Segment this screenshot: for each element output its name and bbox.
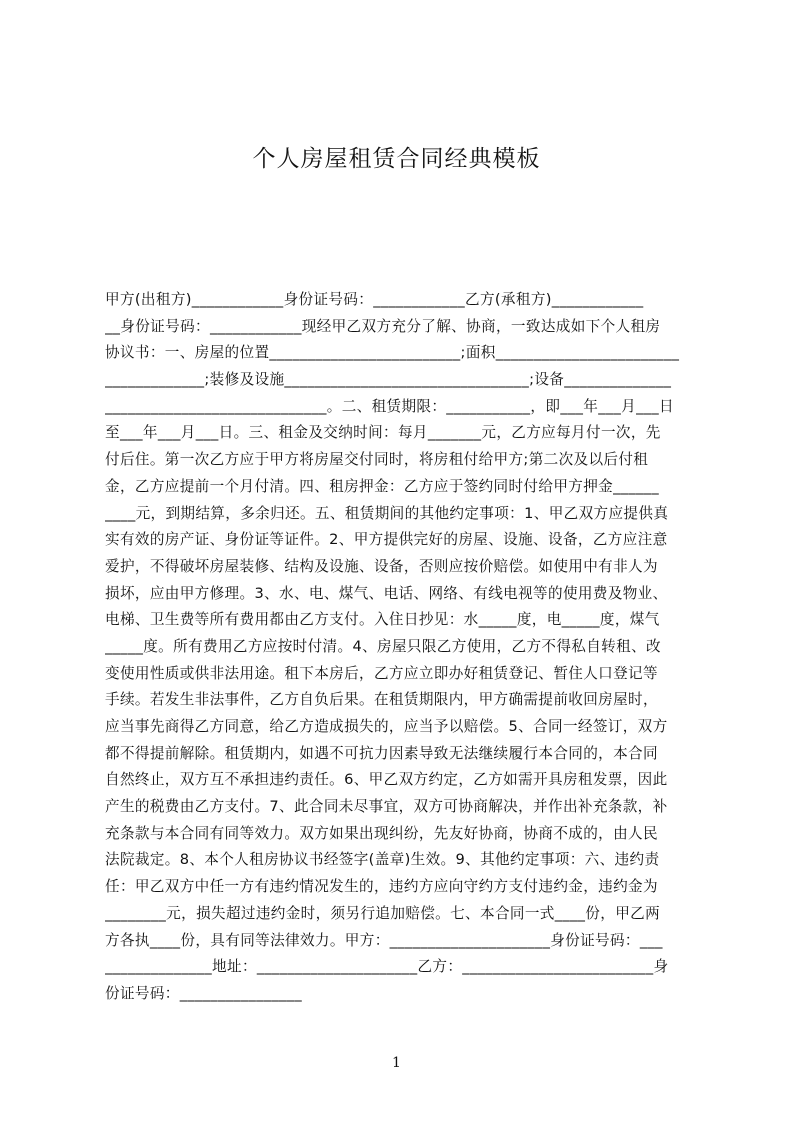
body-line: __身份证号码：____________现经甲乙双方充分了解、协商，一致达成如下个人租房: [105, 317, 661, 335]
body-line: 方各执____份，具有同等法律效力。甲方：_____________________身份证号码：___: [105, 931, 663, 949]
body-line: 份证号码：________________: [105, 984, 303, 1002]
body-line: 都不得提前解除。租赁期内，如遇不可抗力因素导致无法继续履行本合同的，本合同: [105, 744, 658, 762]
body-line: 损坏，应由甲方修理。3、水、电、煤气、电话、网络、有线电视等的使用费及物业、: [105, 584, 668, 602]
body-line: 甲方(出租方)____________身份证号码：____________乙方(承租方)____________: [105, 291, 644, 308]
body-line: 产生的税费由乙方支付。7、此合同未尽事宜，双方可协商解决，并作出补充条款，补: [105, 798, 668, 816]
body-line: 金，乙方应提前一个月付清。四、租房押金：乙方应于签约同时付给甲方押金______: [105, 477, 659, 495]
body-line: 法院裁定。8、本个人租房协议书经签字(盖章)生效。9、其他约定事项：六、违约责: [105, 851, 660, 869]
body-line: 应当事先商得乙方同意，给乙方造成损失的，应当予以赔偿。5、合同一经签订，双方: [105, 718, 668, 735]
body-line: 充条款与本合同有同等效力。双方如果出现纠纷，先友好协商，协商不成的，由人民: [105, 824, 658, 842]
contract-body: [105, 287, 698, 1008]
body-line: 实有效的房产证、身份证等证件。2、甲方提供完好的房屋、设施、设备，乙方应注意: [105, 531, 668, 549]
body-line: 协议书：一、房屋的位置_________________________;面积________________________: [105, 344, 680, 362]
body-line: 手续。若发生非法事件，乙方自负后果。在租赁期限内，甲方确需提前收回房屋时，: [105, 691, 658, 709]
body-line: ________元，损失超过违约金时，须另行追加赔偿。七、本合同一式____份，甲乙两: [105, 904, 661, 922]
body-line: 自然终止，双方互不承担违约责任。6、甲乙双方约定，乙方如需开具房租发票，因此: [105, 771, 668, 789]
body-line: 电梯、卫生费等所有费用都由乙方支付。入住日抄见：水_____度，电_____度，煤气: [105, 611, 660, 629]
body-line: ____元，到期结算，多余归还。五、租赁期间的其他约定事项：1、甲乙双方应提供真: [105, 504, 669, 522]
page-number: 1: [392, 1055, 401, 1071]
document-title: 个人房屋租赁合同经典模板: [252, 146, 541, 172]
body-line: 付后住。第一次乙方应于甲方将房屋交付同时，将房租付给甲方;第二次及以后付租: [105, 451, 649, 469]
body-line: _____________________________。二、租赁期限：___________，即___年___月___日: [105, 397, 674, 415]
body-line: 至___年___月___日。三、租金及交纳时间：每月_______元，乙方应每月付一次，先: [105, 424, 661, 442]
body-line: _____度。所有费用乙方应按时付清。4、房屋只限乙方使用，乙方不得私自转租、改: [105, 637, 661, 655]
body-line: _____________;装修及设施________________________________;设备______________: [105, 371, 672, 389]
body-line: 爱护，不得破坏房屋装修、结构及设施、设备，否则应按价赔偿。如使用中有非人为: [105, 557, 658, 575]
body-line: 任：甲乙双方中任一方有违约情况发生的，违约方应向守约方支付违约金，违约金为: [105, 878, 658, 896]
body-line: ______________地址：_____________________乙方：_________________________身: [105, 958, 669, 976]
body-line: 变使用性质或供非法用途。租下本房后，乙方应立即办好租赁登记、暂住人口登记等: [105, 664, 658, 682]
